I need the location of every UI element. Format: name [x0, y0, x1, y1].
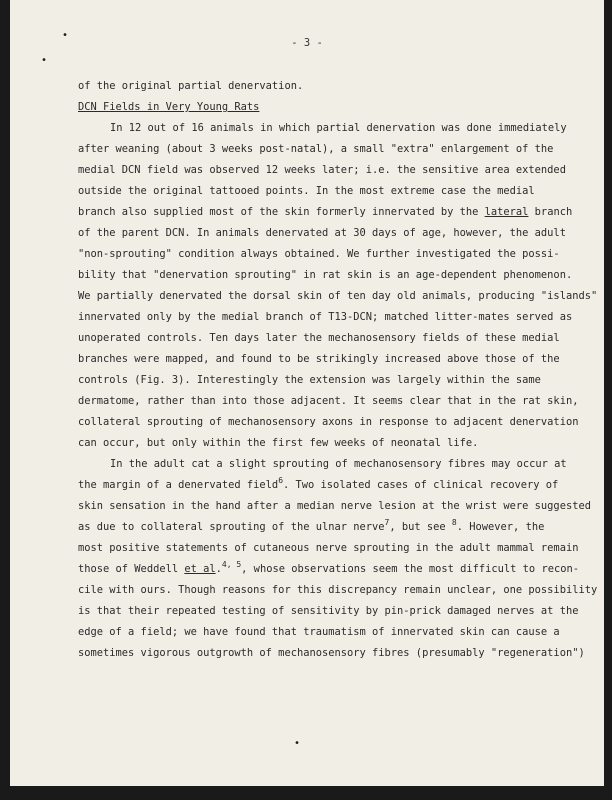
body-text [78, 76, 598, 664]
speck-mark: • [41, 55, 48, 66]
text-line: skin sensation in the hand after a median nerve lesion at the wrist were suggested [78, 500, 591, 512]
speck-mark: • [62, 30, 69, 41]
text-line [78, 202, 573, 223]
text-line: outside the original tattooed points. In the most extreme case the medial [78, 185, 535, 197]
text-line: unoperated controls. Ten days later the mechanosensory fields of these medial [78, 332, 560, 344]
text-line: In 12 out of 16 animals in which partial denervation was done immediately [110, 122, 567, 134]
text-line: cile with ours. Though reasons for this discrepancy remain unclear, one possibility [78, 584, 598, 596]
text-run: , whose observations seem the most difficult to recon- [241, 563, 579, 575]
text-line: sometimes vigorous outgrowth of mechanosensory fibres (presumably "regeneration") [78, 647, 585, 659]
underlined-word: lateral [484, 206, 529, 218]
text-line [78, 517, 548, 538]
citation-superscript: 4, 5 [221, 560, 242, 569]
citation-superscript: 6 [278, 476, 284, 485]
section-heading: DCN Fields in Very Young Rats [78, 101, 260, 113]
text-line: branches were mapped, and found to be strikingly increased above those of the [78, 353, 560, 365]
document-page [10, 0, 604, 786]
text-line: In the adult cat a slight sprouting of mechanosensory fibres may occur at [110, 458, 567, 470]
text-line [78, 475, 559, 496]
text-run: , but see [389, 521, 452, 533]
text-line: controls (Fig. 3). Interestingly the extension was largely within the same [78, 374, 541, 386]
text-run: . Two isolated cases of clinical recovery of [283, 479, 559, 491]
text-line: innervated only by the medial branch of T13-DCN; matched litter-mates served as [78, 311, 573, 323]
speck-mark: • [294, 738, 301, 749]
text-line: after weaning (about 3 weeks post-natal), a small "extra" enlargement of the [78, 143, 554, 155]
text-run: branch [528, 206, 573, 218]
text-line: edge of a field; we have found that traumatism of innervated skin can cause a [78, 626, 560, 638]
text-line: of the parent DCN. In animals denervated at 30 days of age, however, the adult [78, 227, 566, 239]
text-line: is that their repeated testing of sensitivity by pin-prick damaged nerves at the [78, 605, 579, 617]
text-run: branch also supplied most of the skin formerly innervated by the [78, 206, 485, 218]
text-line: most positive statements of cutaneous nerve sprouting in the adult mammal remain [78, 542, 579, 554]
text-run: the margin of a denervated field [78, 479, 279, 491]
text-line: "non-sprouting" condition always obtained. We further investigated the possi- [78, 248, 560, 260]
citation-superscript: 7 [384, 518, 390, 527]
page-number: - 3 - [291, 37, 323, 49]
text-line: collateral sprouting of mechanosensory axons in response to adjacent denervation [78, 416, 579, 428]
text-line: of the original partial denervation. [78, 80, 304, 92]
underlined-word: et al [184, 563, 216, 575]
citation-superscript: 8 [451, 518, 457, 527]
text-line [78, 559, 579, 580]
text-line: We partially denervated the dorsal skin of ten day old animals, producing "islands" [78, 290, 598, 302]
text-line: medial DCN field was observed 12 weeks later; i.e. the sensitive area extended [78, 164, 566, 176]
text-run: those of Weddell [78, 563, 185, 575]
text-run: as due to collateral sprouting of the ulnar nerve [78, 521, 385, 533]
text-run: . However, the [456, 521, 545, 533]
text-line: can occur, but only within the first few weeks of neonatal life. [78, 437, 479, 449]
text-line: dermatome, rather than into those adjacent. It seems clear that in the rat skin, [78, 395, 579, 407]
text-line: bility that "denervation sprouting" in rat skin is an age-dependent phenomenon. [78, 269, 573, 281]
text-run: . [215, 563, 222, 575]
